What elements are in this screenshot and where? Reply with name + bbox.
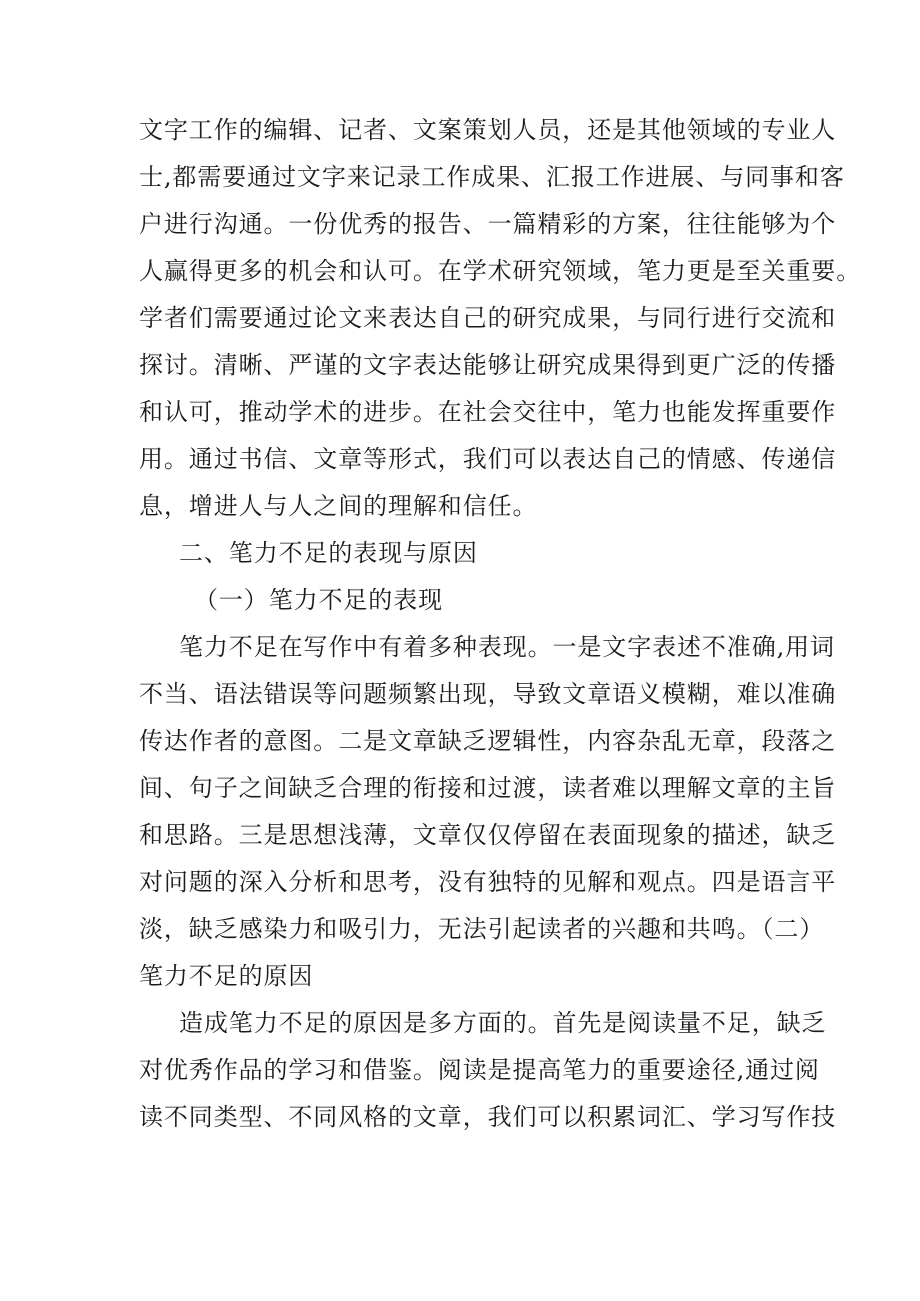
text-line: 息，增进人与人之间的理解和信任。: [139, 492, 538, 520]
text-line: 学者们需要通过论文来表达自己的研究成果，与同行进行交流和: [139, 304, 837, 332]
text-line: 读不同类型、不同风格的文章，我们可以积累词汇、学习写作技: [139, 1103, 837, 1131]
text-line: 户进行沟通。一份优秀的报告、一篇精彩的方案，往往能够为个: [139, 210, 837, 238]
paragraph-start-line: 造成笔力不足的原因是多方面的。首先是阅读量不足，缺乏: [179, 1009, 827, 1037]
text-line: 笔力不足的原因: [139, 962, 314, 990]
document-body: [139, 107, 862, 1141]
text-line: 士,都需要通过文字来记录工作成果、汇报工作进展、与同事和客: [139, 163, 845, 191]
text-line: 用。通过书信、文章等形式，我们可以表达自己的情感、传递信: [139, 445, 837, 473]
text-line: 人赢得更多的机会和认可。在学术研究领域，笔力更是至关重要。: [139, 257, 862, 285]
text-line: 对问题的深入分析和思考，没有独特的见解和观点。四是语言平: [139, 868, 837, 896]
subsection-heading: （一）笔力不足的表现: [194, 586, 443, 614]
section-heading: 二、笔力不足的表现与原因: [179, 539, 478, 567]
text-line: 传达作者的意图。二是文章缺乏逻辑性，内容杂乱无章，段落之: [139, 727, 837, 755]
text-line: 间、句子之间缺乏合理的衔接和过渡，读者难以理解文章的主旨: [139, 774, 837, 802]
paragraph-start-line: 笔力不足在写作中有着多种表现。一是文字表述不准确,用词: [179, 633, 835, 661]
text-line: 对优秀作品的学习和借鉴。阅读是提高笔力的重要途径,通过阅: [139, 1056, 820, 1084]
text-line: 文字工作的编辑、记者、文案策划人员，还是其他领域的专业人: [139, 116, 837, 144]
text-line: 和思路。三是思想浅薄，文章仅仅停留在表面现象的描述，缺乏: [139, 821, 837, 849]
text-line: 不当、语法错误等问题频繁出现，导致文章语义模糊，难以准确: [139, 680, 837, 708]
text-line: 探讨。清晰、严谨的文字表达能够让研究成果得到更广泛的传播: [139, 351, 837, 379]
text-line: 淡，缺乏感染力和吸引力，无法引起读者的兴趣和共鸣。（二）: [139, 915, 825, 943]
text-line: 和认可，推动学术的进步。在社会交往中，笔力也能发挥重要作: [139, 398, 837, 426]
